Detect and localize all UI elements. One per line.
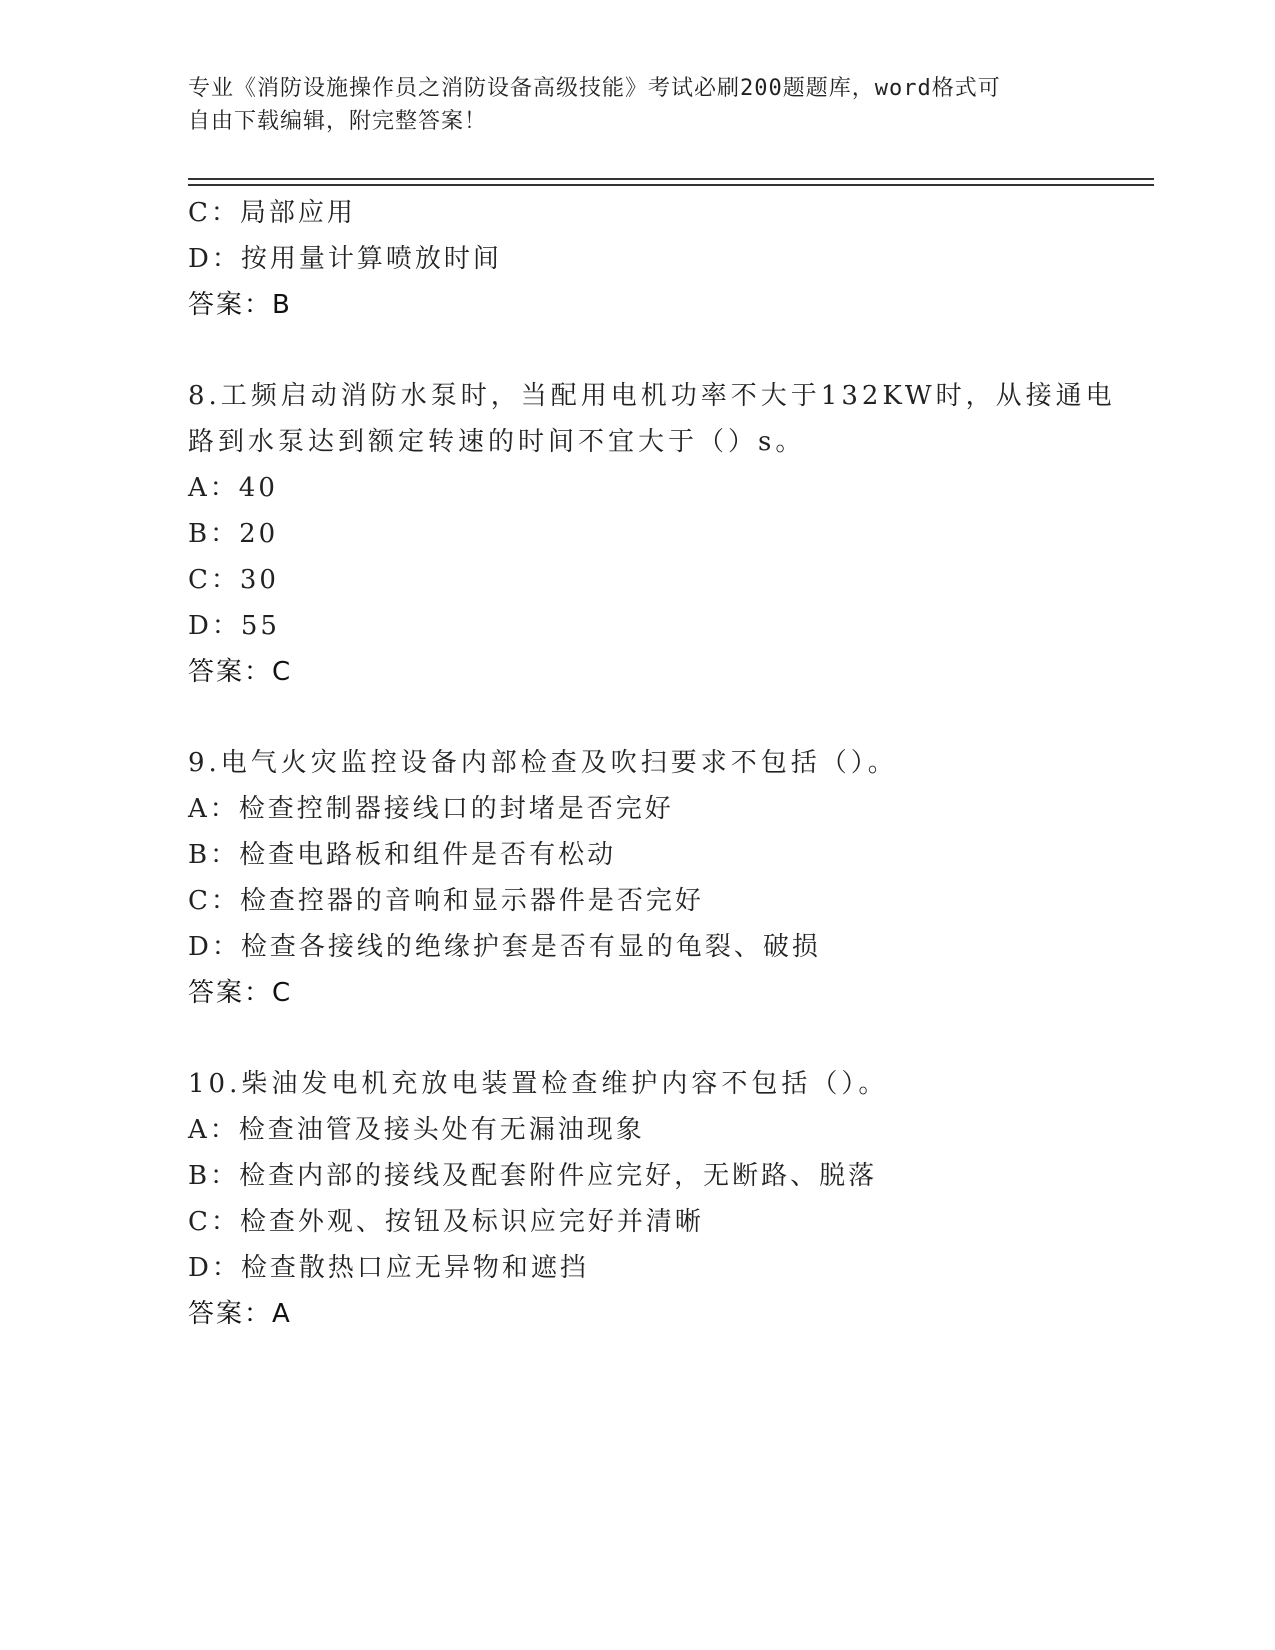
option-b: B：20 xyxy=(188,519,279,549)
option-a: A：检查油管及接头处有无漏油现象 xyxy=(188,1115,645,1145)
answer-line: 答案：C xyxy=(188,657,293,687)
option-a: A：检查控制器接线口的封堵是否完好 xyxy=(188,794,674,824)
option-d: D：按用量计算喷放时间 xyxy=(188,244,502,274)
option-a: A：40 xyxy=(188,473,278,503)
option-d: D：检查散热口应无异物和遮挡 xyxy=(188,1253,589,1283)
question-text: 9.电气火灾监控设备内部检查及吹扫要求不包括（）。 xyxy=(188,748,898,778)
spacer xyxy=(188,1016,1148,1061)
header-rule-top xyxy=(188,178,1154,180)
answer-line: 答案：A xyxy=(188,1299,292,1329)
question-9 xyxy=(188,740,1148,1016)
header-line-1: 专业《消防设施操作员之消防设备高级技能》考试必刷200题题库，word格式可 xyxy=(188,76,1001,101)
spacer xyxy=(188,328,1148,373)
option-c: C：检查外观、按钮及标识应完好并清晰 xyxy=(188,1207,704,1237)
option-d: D：检查各接线的绝缘护套是否有显的龟裂、破损 xyxy=(188,932,821,962)
option-c: C：局部应用 xyxy=(188,198,356,228)
option-b: B：检查电路板和组件是否有松动 xyxy=(188,840,617,870)
option-c: C：30 xyxy=(188,565,279,595)
answer-line: 答案：B xyxy=(188,290,292,320)
header-rule-bottom xyxy=(188,184,1154,186)
question-7-continued xyxy=(188,190,1148,328)
question-8 xyxy=(188,373,1148,695)
question-text: 8.工频启动消防水泵时，当配用电机功率不大于132KW时，从接通电 xyxy=(188,381,1116,411)
spacer xyxy=(188,695,1148,740)
question-list xyxy=(188,190,1148,1337)
header-line-2: 自由下载编辑，附完整答案！ xyxy=(188,109,488,134)
option-d: D：55 xyxy=(188,611,280,641)
option-c: C：检查控器的音响和显示器件是否完好 xyxy=(188,886,704,916)
question-text-continued: 路到水泵达到额定转速的时间不宜大于（）s。 xyxy=(188,427,806,457)
answer-line: 答案：C xyxy=(188,978,293,1008)
question-10 xyxy=(188,1061,1148,1337)
option-b: B：检查内部的接线及配套附件应完好，无断路、脱落 xyxy=(188,1161,878,1191)
document-header xyxy=(188,72,1088,138)
question-text: 10.柴油发电机充放电装置检查维护内容不包括（）。 xyxy=(188,1069,889,1099)
